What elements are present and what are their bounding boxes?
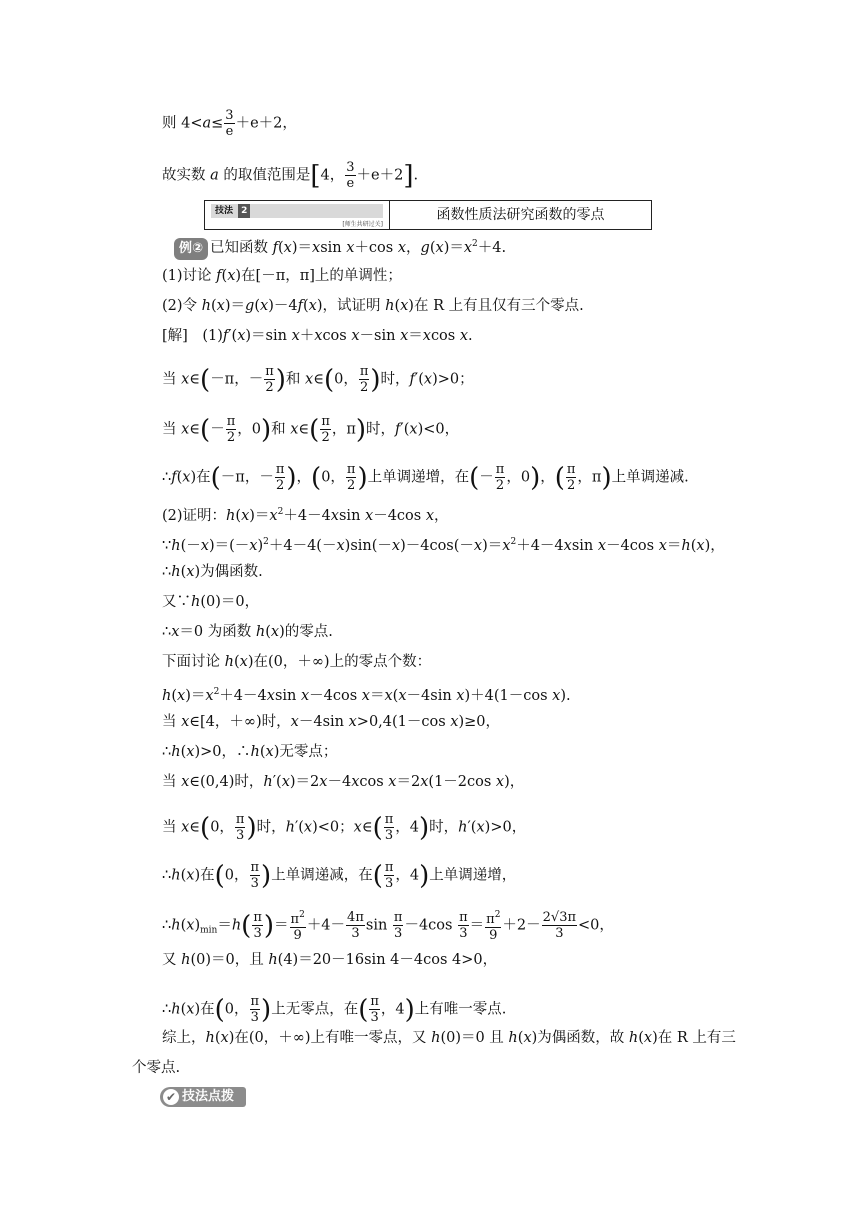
line-h-rewrite: $h(x)=x^2+4-4xsin$ x－4cos x＝x(x－4sin x)＋4(1－cos x). xyxy=(162,687,571,704)
line-zero-location: ∴h(x)在(0， $\frac{\pi}{3}$ )上无零点，在( $\frac{\pi}{3}$ ，4)上有唯一零点. xyxy=(162,994,507,1025)
technique-tag-label: 技法 xyxy=(215,206,234,216)
line-summary-1: 综上，h(x)在(0，＋∞)上有唯一零点，又 h(0)＝0 且 h(x)为偶函数，故 h(x)在 R 上有三 xyxy=(162,1030,736,1046)
line-increasing-intervals: 当 x∈(－π，－ $\frac{\pi}{2}$ )和 x∈(0， $\frac{\pi}{2}$ )时，f′(x)>0； xyxy=(162,364,474,395)
line-question-2: (2)令 h(x)＝g(x)－4f(x)，试证明 h(x)在 R 上有且仅有三个零点. xyxy=(162,298,584,314)
technique-number: 2 xyxy=(238,204,250,218)
line-h-even-check: $\because h(-x)=(-x)^2+4-4(-x)\sin(-x)-4\cos(-x)=x^2+4-4xsin$ x－4cos x＝h(x)， xyxy=(162,537,725,554)
line-x-ge-4: 当 x∈[4，＋∞)时，x－4sin x>0,4(1－cos x)≥0， xyxy=(162,714,501,730)
line-example-statement: 例② 已知函数 f(x)＝xsin x＋cos x，$g(x)=x^2+4$. xyxy=(174,234,506,260)
line-h0: 又∵h(0)＝0， xyxy=(162,594,260,610)
technique-title: 函数性质法研究函数的零点 xyxy=(436,207,605,223)
line-h-derivative-sign: 当 x∈(0， $\frac{\pi}{3}$ )时，h′(x)<0；x∈( $\frac{\pi}{3}$ ，4)时，h′(x)>0， xyxy=(162,812,527,843)
line-h-even: ∴h(x)为偶函数. xyxy=(162,564,263,580)
line-h-min: $\therefore h(x)_{min}=h$( $\frac{\pi}{3}$ )＝ $\frac{\pi^2}{9}$ ＋4－ $\frac{4\pi}{3}$ sin $\frac{\pi}{3}$ －4cos $\frac{\pi}{3}$ ＝ $\frac{\pi^2}{9}$ ＋2－ $\frac{2√3\pi}{3}$ <0， xyxy=(162,910,614,943)
line-proof-h-def: (2)证明：$h(x)=x^2+4-4xsin$ x－4cos x， xyxy=(162,507,449,524)
example-badge: 例② xyxy=(174,238,208,260)
technique-subtitle: [师生共研过关] xyxy=(342,221,383,228)
check-icon: ✔ xyxy=(163,1089,179,1105)
line-summary-2: 个零点. xyxy=(132,1060,181,1076)
technique-tag xyxy=(211,204,383,218)
tips-banner xyxy=(160,1087,246,1107)
line-decreasing-intervals: 当 x∈(－ $\frac{\pi}{2}$ ，0)和 x∈( $\frac{\pi}{2}$ ，π)时，f′(x)<0， xyxy=(162,414,460,445)
technique-header-box xyxy=(204,200,652,230)
line-a-range-conclusion: 故实数 a 的取值范围是[4， $\frac{3}{e}$ ＋e＋2]. xyxy=(162,160,419,191)
line-solution-derivative: [解] (1)f′(x)＝sin x＋xcos x－sin x＝xcos x. xyxy=(162,328,473,344)
line-question-1: (1)讨论 f(x)在[－π，π]上的单调性； xyxy=(162,268,402,284)
line-h-monotonic: ∴h(x)在(0， $\frac{\pi}{3}$ )上单调递减，在( $\frac{\pi}{3}$ ，4)上单调递增， xyxy=(162,860,517,891)
line-discuss-positive: 下面讨论 h(x)在(0，＋∞)上的零点个数： xyxy=(162,654,432,670)
tips-label: 技法点拨 xyxy=(182,1089,235,1104)
line-a-range-bound: 则 4<a≤ $\frac{3}{e}$ ＋e＋2， xyxy=(162,108,297,139)
technique-label-cell xyxy=(205,201,390,229)
line-monotonicity-conclusion: ∴f(x)在(－π，－ $\frac{\pi}{2}$ )，(0， $\frac{\pi}{2}$ )上单调递增，在(－ $\frac{\pi}{2}$ ，0)，( $\frac{\pi}{2}$ ，π)上单调递减. xyxy=(162,462,689,493)
line-h-derivative: 当 x∈(0,4)时，h′(x)＝2x－4xcos x＝2x(1－2cos x)， xyxy=(162,774,525,790)
line-x0-zero: ∴x＝0 为函数 h(x)的零点. xyxy=(162,624,333,640)
line-h4: 又 h(0)＝0，且 h(4)＝20－16sin 4－4cos 4>0， xyxy=(162,952,498,968)
line-no-zero-large: ∴h(x)>0，∴h(x)无零点； xyxy=(162,744,338,760)
